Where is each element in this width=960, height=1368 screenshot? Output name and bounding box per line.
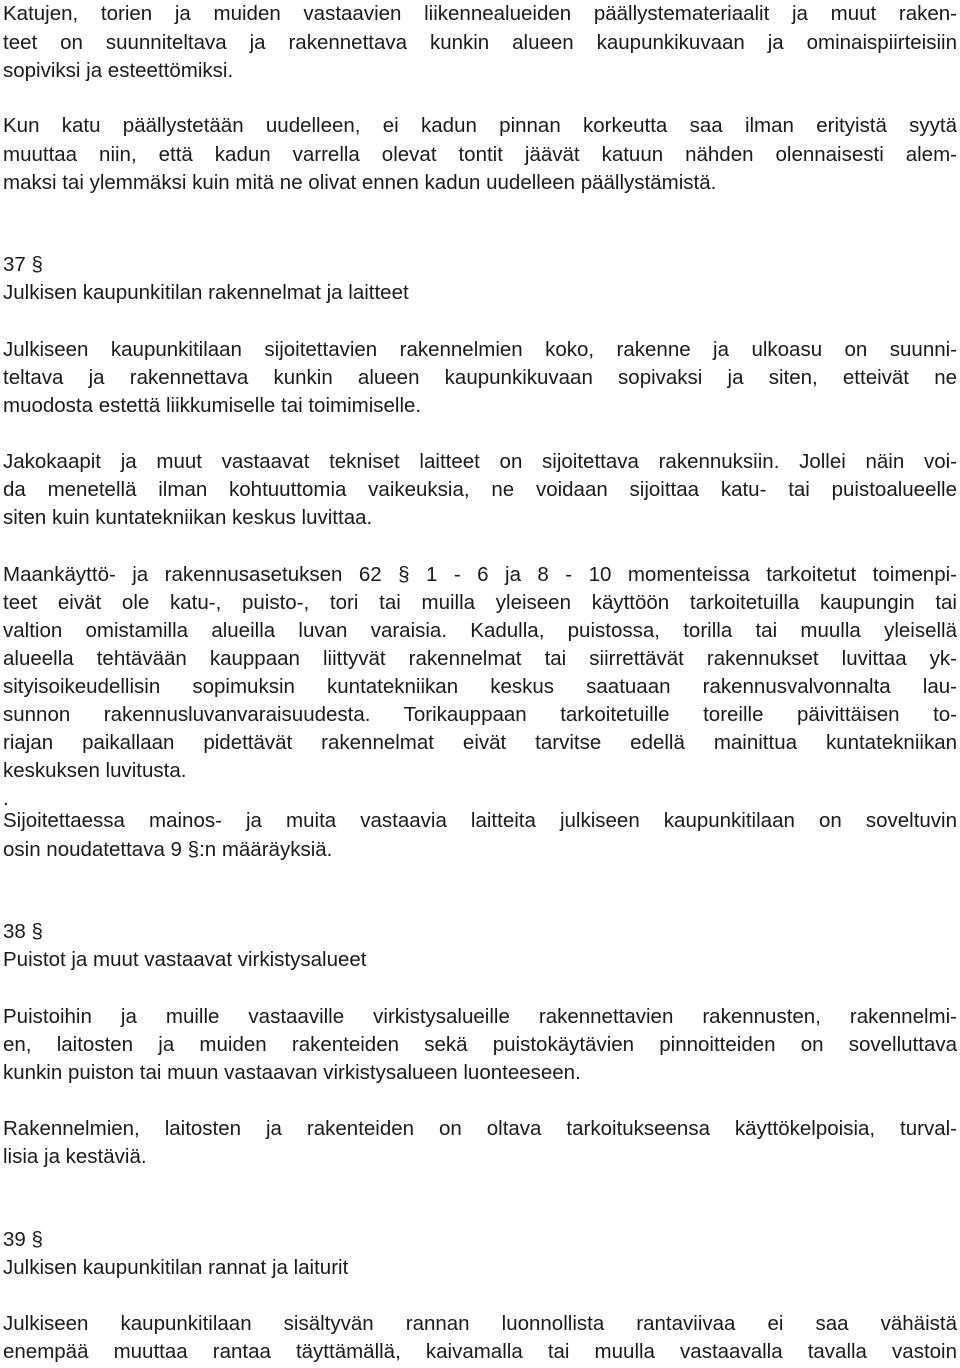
section-number: 39 §	[3, 1228, 43, 1251]
paragraph-line: da menetellä ilman kohtuuttomia vaikeuksia, ne voidaan sijoittaa katu- tai puistoalueelle	[3, 478, 957, 501]
paragraph-line: muodosta estettä liikkumiselle tai toimimiselle.	[3, 394, 422, 417]
paragraph-line: sityisoikeudellisin sopimuksin kuntatekniikan keskus saatuaan rakennusvalvonnalta lau-	[3, 675, 957, 698]
paragraph-line: teltava ja rakennettava kunkin alueen kaupunkikuvaan sopivaksi ja siten, etteivät ne	[3, 366, 957, 389]
section-title: Julkisen kaupunkitilan rannat ja laiturit	[3, 1256, 349, 1279]
section-number: 37 §	[3, 253, 43, 276]
paragraph-line: lisia ja kestäviä.	[3, 1145, 147, 1168]
paragraph-line: kunkin puiston tai muun vastaavan virkistysalueen luonteeseen.	[3, 1061, 581, 1084]
paragraph-line: muuttaa niin, että kadun varrella olevat tontit jäävät katuun nähden olennaisesti alem-	[3, 143, 957, 166]
paragraph-line: Maankäyttö- ja rakennusasetuksen 62 § 1 - 6 ja 8 - 10 momenteissa tarkoitetut toimenpi-	[3, 563, 957, 586]
section-title: Julkisen kaupunkitilan rakennelmat ja laitteet	[3, 281, 409, 304]
paragraph-line: teet on suunniteltava ja rakennettava kunkin alueen kaupunkikuvaan ja ominaispiirteisiin	[3, 31, 957, 54]
paragraph-line: keskuksen luvitusta.	[3, 759, 187, 782]
paragraph-line: Rakennelmien, laitosten ja rakenteiden on oltava tarkoitukseensa käyttökelpoisia, turval-	[3, 1117, 957, 1140]
paragraph-line: Jakokaapit ja muut vastaavat tekniset laitteet on sijoitettava rakennuksiin. Jollei näin voi-	[3, 450, 957, 473]
paragraph-line: .	[3, 787, 9, 810]
paragraph-line: osin noudatettava 9 §:n määräyksiä.	[3, 838, 333, 861]
paragraph-line: valtion omistamilla alueilla luvan varaisia. Kadulla, puistossa, torilla tai muulla yleisellä	[3, 619, 957, 642]
section-number: 38 §	[3, 920, 43, 943]
paragraph-line: alueella tehtävään kauppaan liittyvät rakennelmat tai siirrettävät rakennukset luvittaa yk-	[3, 647, 957, 670]
section-title: Puistot ja muut vastaavat virkistysalueet	[3, 948, 367, 971]
paragraph-line: teet eivät ole katu-, puisto-, tori tai muilla yleiseen käyttöön tarkoitetuilla kaupungin tai	[3, 591, 957, 614]
paragraph-line: Puistoihin ja muille vastaaville virkistysalueille rakennettavien rakennusten, rakennelmi-	[3, 1005, 957, 1028]
paragraph-line: siten kuin kuntatekniikan keskus luvittaa.	[3, 506, 373, 529]
paragraph-line: enempää muuttaa rantaa täyttämällä, kaivamalla tai muulla vastaavalla tavalla vastoin	[3, 1340, 957, 1363]
paragraph-line: sunnon rakennusluvanvaraisuudesta. Torikauppaan tarkoitetuille toreille päivittäisen to-	[3, 703, 957, 726]
paragraph-line: Sijoitettaessa mainos- ja muita vastaavia laitteita julkiseen kaupunkitilaan on soveltuvin	[3, 809, 957, 832]
paragraph-line: Julkiseen kaupunkitilaan sisältyvän rannan luonnollista rantaviivaa ei saa vähäistä	[3, 1312, 957, 1335]
paragraph-line: sopiviksi ja esteettömiksi.	[3, 59, 234, 82]
paragraph-line: Julkiseen kaupunkitilaan sijoitettavien rakennelmien koko, rakenne ja ulkoasu on suunni-	[3, 338, 957, 361]
paragraph-line: maksi tai ylemmäksi kuin mitä ne olivat ennen kadun uudelleen päällystämistä.	[3, 171, 717, 194]
paragraph-line: Katujen, torien ja muiden vastaavien liikennealueiden päällystemateriaalit ja muut raken-	[3, 2, 957, 25]
paragraph-line: riajan paikallaan pidettävät rakennelmat eivät tarvitse edellä mainittua kuntatekniikan	[3, 731, 957, 754]
paragraph-line: en, laitosten ja muiden rakenteiden sekä puistokäytävien pinnoitteiden on sovelluttava	[3, 1033, 957, 1056]
paragraph-line: Kun katu päällystetään uudelleen, ei kadun pinnan korkeutta saa ilman erityistä syytä	[3, 114, 957, 137]
